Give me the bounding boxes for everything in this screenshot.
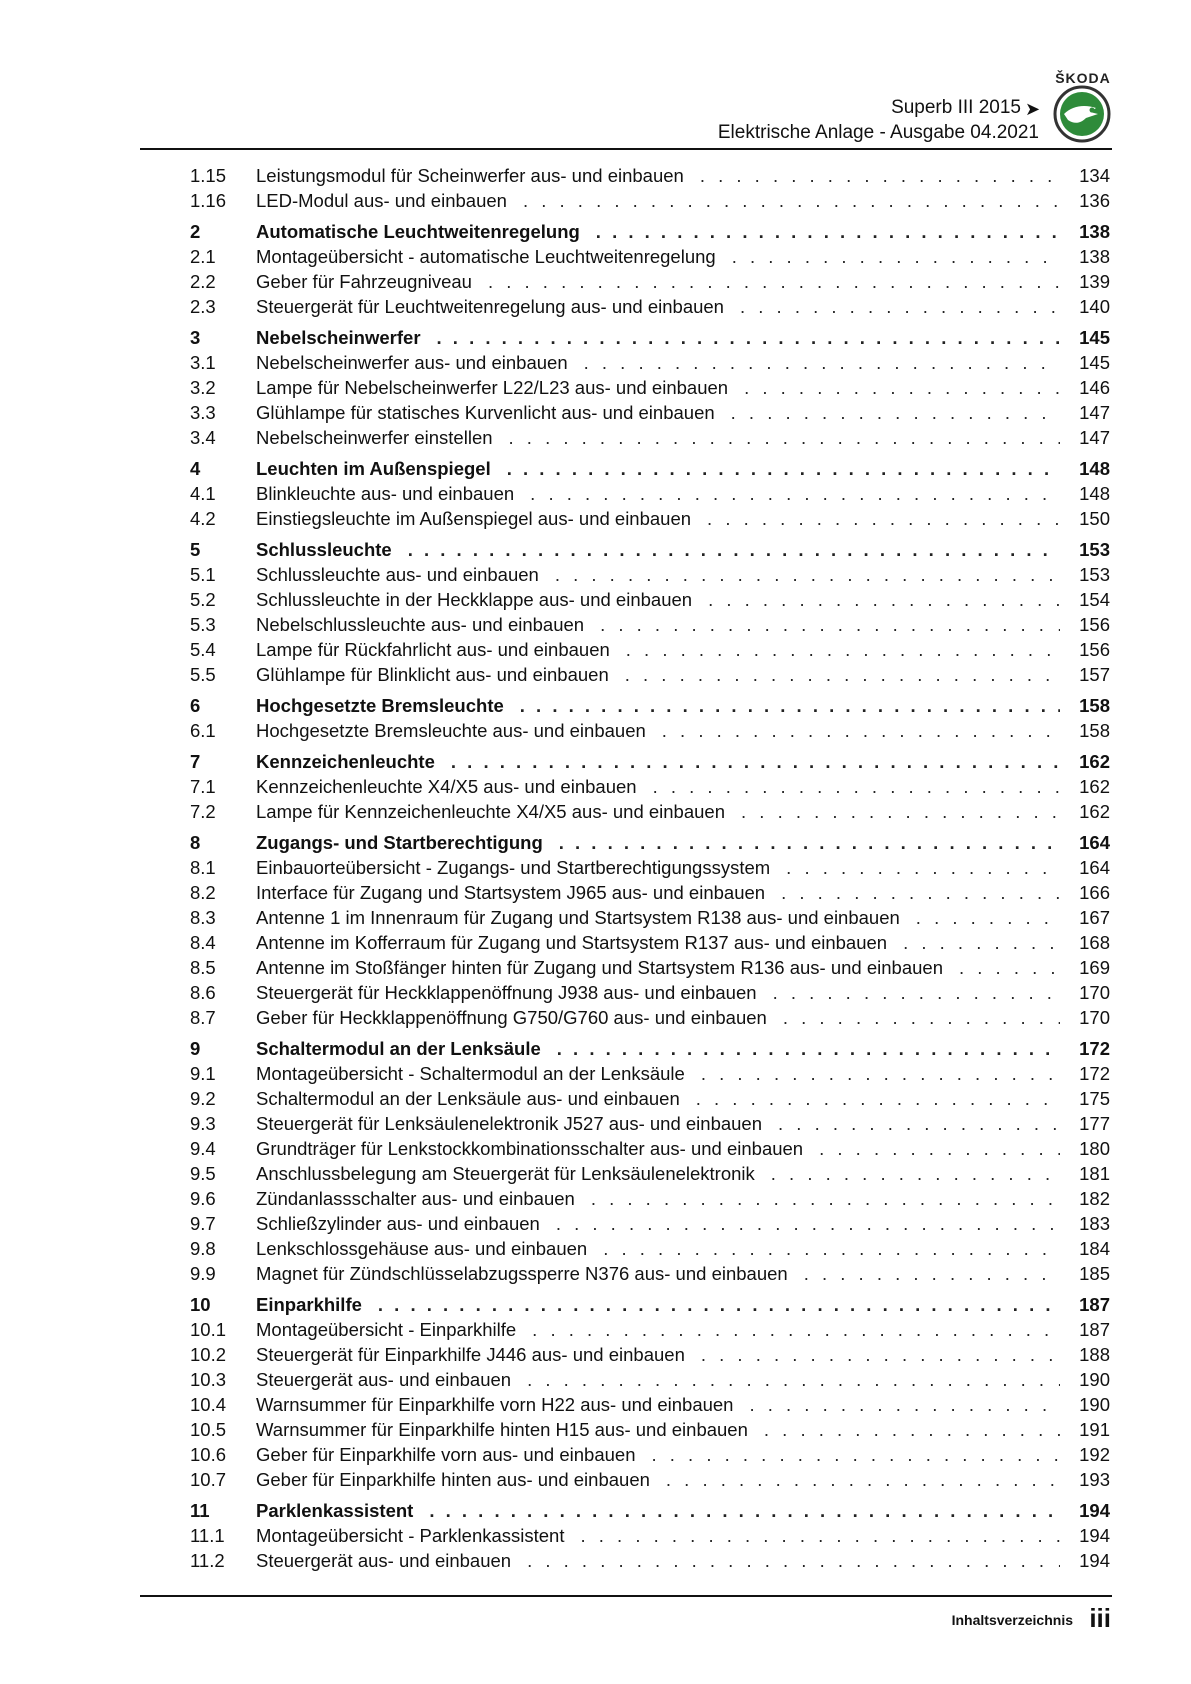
toc-entry-page: 170 bbox=[1079, 982, 1110, 1003]
toc-entry-title: Schließzylinder aus- und einbauen bbox=[256, 1213, 540, 1234]
dot-leader bbox=[731, 402, 1060, 424]
toc-entry-title: Magnet für Zündschlüsselabzugssperre N376 aus- und einbauen bbox=[256, 1263, 788, 1284]
toc-entry-page: 154 bbox=[1079, 589, 1110, 610]
toc-entry-page: 162 bbox=[1079, 801, 1110, 822]
toc-entry-page: 172 bbox=[1079, 1063, 1110, 1084]
toc-entry-title: Antenne 1 im Innenraum für Zugang und Startsystem R138 aus- und einbauen bbox=[256, 907, 900, 928]
toc-entry-title: Zündanlassschalter aus- und einbauen bbox=[256, 1188, 575, 1209]
toc-chapter-entry[interactable] bbox=[190, 1495, 1110, 1522]
toc-entry-title: Steuergerät aus- und einbauen bbox=[256, 1550, 512, 1571]
toc-entry-number: 9.1 bbox=[190, 1063, 216, 1084]
toc-entry[interactable] bbox=[190, 798, 1110, 823]
toc-entry-title: Interface für Zugang und Startsystem J965 aus- und einbauen bbox=[256, 882, 766, 903]
toc-entry-title: Grundträger für Lenkstockkombinationsschalter aus- und einbauen bbox=[256, 1138, 804, 1159]
toc-entry-title: Montageübersicht - Parklenkassistent bbox=[256, 1525, 565, 1546]
toc-entry-page: 157 bbox=[1079, 664, 1110, 685]
toc-entry-page: 158 bbox=[1079, 695, 1110, 716]
dot-leader bbox=[559, 832, 1060, 854]
toc-chapter-entry[interactable] bbox=[190, 1289, 1110, 1316]
toc-entry-number: 8.4 bbox=[190, 932, 216, 953]
toc-entry[interactable] bbox=[190, 1341, 1110, 1366]
toc-entry-number: 10.6 bbox=[190, 1444, 227, 1465]
dot-leader bbox=[378, 1294, 1060, 1316]
toc-entry-page: 183 bbox=[1079, 1213, 1110, 1234]
dot-leader bbox=[556, 1213, 1060, 1235]
toc-entry-number: 2 bbox=[190, 221, 201, 242]
toc-entry-title: Nebelscheinwerfer bbox=[256, 327, 421, 348]
toc-entry-number: 2.2 bbox=[190, 271, 216, 292]
toc-entry-page: 156 bbox=[1079, 614, 1110, 635]
toc-entry-title: Schaltermodul an der Lenksäule aus- und einbauen bbox=[256, 1088, 680, 1109]
toc-entry-page: 192 bbox=[1079, 1444, 1110, 1465]
toc-entry-page: 162 bbox=[1079, 751, 1110, 772]
dot-leader bbox=[652, 1444, 1061, 1466]
toc-entry-page: 156 bbox=[1079, 639, 1110, 660]
toc-entry-page: 194 bbox=[1079, 1525, 1110, 1546]
toc-entry[interactable] bbox=[190, 979, 1110, 1004]
dot-leader bbox=[603, 1238, 1060, 1260]
toc-entry-page: 148 bbox=[1079, 483, 1110, 504]
toc-entry[interactable] bbox=[190, 561, 1110, 586]
toc-entry-page: 164 bbox=[1079, 832, 1110, 853]
toc-entry-title: Geber für Heckklappenöffnung G750/G760 aus- und einbauen bbox=[256, 1007, 767, 1028]
toc-entry-title: Steuergerät für Leuchtweitenregelung aus- und einbauen bbox=[256, 296, 724, 317]
toc-entry-page: 172 bbox=[1079, 1038, 1110, 1059]
toc-entry[interactable] bbox=[190, 904, 1110, 929]
toc-entry-page: 158 bbox=[1079, 720, 1110, 741]
dot-leader bbox=[741, 801, 1060, 823]
toc-entry[interactable] bbox=[190, 929, 1110, 954]
toc-entry-title: Montageübersicht - automatische Leuchtweitenregelung bbox=[256, 246, 716, 267]
toc-entry[interactable] bbox=[190, 1185, 1110, 1210]
arrow-right-icon: ➤ bbox=[1025, 99, 1041, 119]
footer-section-label: Inhaltsverzeichnis bbox=[951, 1612, 1073, 1628]
toc-entry-number: 10.2 bbox=[190, 1344, 227, 1365]
toc-entry-number: 4.1 bbox=[190, 483, 216, 504]
dot-leader bbox=[520, 695, 1060, 717]
toc-entry-number: 4 bbox=[190, 458, 201, 479]
toc-chapter-entry[interactable] bbox=[190, 453, 1110, 480]
dot-leader bbox=[749, 1394, 1060, 1416]
toc-entry-page: 153 bbox=[1079, 564, 1110, 585]
toc-entry-number: 8.2 bbox=[190, 882, 216, 903]
toc-entry[interactable] bbox=[190, 1316, 1110, 1341]
dot-leader bbox=[584, 352, 1060, 374]
toc-entry[interactable] bbox=[190, 854, 1110, 879]
toc-entry-number: 4.2 bbox=[190, 508, 216, 529]
dot-leader bbox=[530, 483, 1060, 505]
dot-leader bbox=[916, 907, 1060, 929]
toc-entry-number: 9.8 bbox=[190, 1238, 216, 1259]
toc-entry-number: 3.4 bbox=[190, 427, 216, 448]
toc-entry[interactable] bbox=[190, 505, 1110, 530]
toc-entry-title: Antenne im Kofferraum für Zugang und Startsystem R137 aus- und einbauen bbox=[256, 932, 888, 953]
toc-entry-title: Warnsummer für Einparkhilfe hinten H15 aus- und einbauen bbox=[256, 1419, 748, 1440]
toc-chapter-entry[interactable] bbox=[190, 827, 1110, 854]
dot-leader bbox=[732, 246, 1060, 268]
toc-entry-title: Hochgesetzte Bremsleuchte aus- und einbauen bbox=[256, 720, 646, 741]
toc-entry-page: 153 bbox=[1079, 539, 1110, 560]
toc-entry-title: Montageübersicht - Schaltermodul an der Lenksäule bbox=[256, 1063, 685, 1084]
toc-entry[interactable] bbox=[190, 1260, 1110, 1285]
toc-entry-title: Lampe für Rückfahrlicht aus- und einbauen bbox=[256, 639, 610, 660]
toc-entry[interactable] bbox=[190, 1466, 1110, 1491]
toc-entry-title: Nebelscheinwerfer einstellen bbox=[256, 427, 493, 448]
dot-leader bbox=[662, 720, 1060, 742]
toc-entry-page: 147 bbox=[1079, 427, 1110, 448]
toc-entry[interactable] bbox=[190, 424, 1110, 449]
toc-entry-title: Lampe für Kennzeichenleuchte X4/X5 aus- und einbauen bbox=[256, 801, 726, 822]
toc-entry-page: 162 bbox=[1079, 776, 1110, 797]
toc-entry-title: Geber für Einparkhilfe vorn aus- und einbauen bbox=[256, 1444, 636, 1465]
toc-entry-title: Kennzeichenleuchte X4/X5 aus- und einbauen bbox=[256, 776, 637, 797]
toc-entry-page: 148 bbox=[1079, 458, 1110, 479]
toc-entry-number: 5.4 bbox=[190, 639, 216, 660]
toc-entry[interactable] bbox=[190, 480, 1110, 505]
dot-leader bbox=[626, 639, 1060, 661]
toc-entry-number: 8.6 bbox=[190, 982, 216, 1003]
toc-entry[interactable] bbox=[190, 773, 1110, 798]
toc-entry-title: Zugangs- und Startberechtigung bbox=[256, 832, 543, 853]
toc-chapter-entry[interactable] bbox=[190, 534, 1110, 561]
dot-leader bbox=[959, 957, 1060, 979]
toc-entry-number: 8.3 bbox=[190, 907, 216, 928]
toc-entry-number: 10.4 bbox=[190, 1394, 227, 1415]
toc-entry-number: 9.2 bbox=[190, 1088, 216, 1109]
toc-entry-page: 194 bbox=[1079, 1550, 1110, 1571]
toc-entry-number: 5.1 bbox=[190, 564, 216, 585]
dot-leader bbox=[596, 221, 1060, 243]
toc-entry-title: Blinkleuchte aus- und einbauen bbox=[256, 483, 515, 504]
toc-entry[interactable] bbox=[190, 879, 1110, 904]
toc-entry-number: 9.4 bbox=[190, 1138, 216, 1159]
toc-entry-title: Geber für Fahrzeugniveau bbox=[256, 271, 472, 292]
toc-entry-title: Lampe für Nebelscheinwerfer L22/L23 aus- und einbauen bbox=[256, 377, 729, 398]
toc-entry-page: 177 bbox=[1079, 1113, 1110, 1134]
dot-leader bbox=[701, 1063, 1060, 1085]
dot-leader bbox=[580, 1525, 1060, 1547]
toc-chapter-entry[interactable] bbox=[190, 746, 1110, 773]
toc-entry-number: 10.3 bbox=[190, 1369, 227, 1390]
toc-entry[interactable] bbox=[190, 374, 1110, 399]
toc-entry-title: Warnsummer für Einparkhilfe vorn H22 aus- und einbauen bbox=[256, 1394, 734, 1415]
toc-entry[interactable] bbox=[190, 1366, 1110, 1391]
toc-entry-number: 10.5 bbox=[190, 1419, 227, 1440]
toc-entry[interactable] bbox=[190, 1416, 1110, 1441]
toc-entry[interactable] bbox=[190, 293, 1110, 318]
footer-page-number: iii bbox=[1089, 1603, 1111, 1633]
toc-entry-number: 10.1 bbox=[190, 1319, 227, 1340]
toc-entry[interactable] bbox=[190, 1160, 1110, 1185]
dot-leader bbox=[707, 508, 1060, 530]
toc-entry-page: 145 bbox=[1079, 327, 1110, 348]
dot-leader bbox=[507, 458, 1060, 480]
toc-entry-title: Schlussleuchte aus- und einbauen bbox=[256, 564, 539, 585]
toc-entry-title: Steuergerät aus- und einbauen bbox=[256, 1369, 512, 1390]
toc-entry-title: Einbauorteübersicht - Zugangs- und Startberechtigungssystem bbox=[256, 857, 771, 878]
dot-leader bbox=[783, 1007, 1060, 1029]
toc-entry-title: Montageübersicht - Einparkhilfe bbox=[256, 1319, 517, 1340]
toc-entry-number: 9.3 bbox=[190, 1113, 216, 1134]
toc-entry-page: 182 bbox=[1079, 1188, 1110, 1209]
toc-entry-title: Schlussleuchte bbox=[256, 539, 392, 560]
toc-entry[interactable] bbox=[190, 586, 1110, 611]
toc-entry-page: 150 bbox=[1079, 508, 1110, 529]
toc-entry-page: 175 bbox=[1079, 1088, 1110, 1109]
toc-entry-title: Schlussleuchte in der Heckklappe aus- und einbauen bbox=[256, 589, 693, 610]
toc-entry-page: 147 bbox=[1079, 402, 1110, 423]
toc-entry-page: 181 bbox=[1079, 1163, 1110, 1184]
header-model: Superb III 2015 bbox=[891, 97, 1021, 118]
toc-entry-title: Schaltermodul an der Lenksäule bbox=[256, 1038, 541, 1059]
dot-leader bbox=[408, 539, 1060, 561]
dot-leader bbox=[764, 1419, 1060, 1441]
toc-entry-title: Kennzeichenleuchte bbox=[256, 751, 435, 772]
toc-entry[interactable] bbox=[190, 243, 1110, 268]
toc-entry-title: Steuergerät für Lenksäulenelektronik J527 aus- und einbauen bbox=[256, 1113, 763, 1134]
dot-leader bbox=[773, 982, 1060, 1004]
toc-entry-title: Leuchten im Außenspiegel bbox=[256, 458, 491, 479]
dot-leader bbox=[429, 1500, 1060, 1522]
toc-entry[interactable] bbox=[190, 661, 1110, 686]
header-edition: Elektrische Anlage - Ausgabe 04.2021 bbox=[717, 122, 1039, 143]
toc-entry-number: 11 bbox=[190, 1500, 210, 1521]
dot-leader bbox=[700, 165, 1060, 187]
toc-entry[interactable] bbox=[190, 1085, 1110, 1110]
toc-entry[interactable] bbox=[190, 349, 1110, 374]
toc-entry-page: 187 bbox=[1079, 1294, 1110, 1315]
toc-entry-number: 8 bbox=[190, 832, 201, 853]
toc-entry-title: LED-Modul aus- und einbauen bbox=[256, 190, 507, 211]
toc-entry[interactable] bbox=[190, 1210, 1110, 1235]
toc-entry-number: 9.9 bbox=[190, 1263, 216, 1284]
toc-entry-title: Einparkhilfe bbox=[256, 1294, 362, 1315]
toc-entry[interactable] bbox=[190, 399, 1110, 424]
toc-entry[interactable] bbox=[190, 187, 1110, 212]
toc-entry-number: 2.3 bbox=[190, 296, 216, 317]
toc-entry-number: 9.6 bbox=[190, 1188, 216, 1209]
toc-entry-title: Anschlussbelegung am Steuergerät für Lenksäulenelektronik bbox=[256, 1163, 755, 1184]
dot-leader bbox=[653, 776, 1060, 798]
toc-entry[interactable] bbox=[190, 1060, 1110, 1085]
toc-entry[interactable] bbox=[190, 1135, 1110, 1160]
dot-leader bbox=[786, 857, 1060, 879]
dot-leader bbox=[451, 751, 1060, 773]
toc-entry-number: 3.3 bbox=[190, 402, 216, 423]
dot-leader bbox=[804, 1263, 1060, 1285]
toc-entry-title: Antenne im Stoßfänger hinten für Zugang und Startsystem R136 aus- und einbauen bbox=[256, 957, 943, 978]
toc-entry-title: Steuergerät für Einparkhilfe J446 aus- und einbauen bbox=[256, 1344, 685, 1365]
toc-entry-page: 164 bbox=[1079, 857, 1110, 878]
toc-entry-title: Steuergerät für Heckklappenöffnung J938 aus- und einbauen bbox=[256, 982, 757, 1003]
footer-divider bbox=[140, 1595, 1112, 1597]
toc-entry-page: 187 bbox=[1079, 1319, 1110, 1340]
toc-entry-page: 134 bbox=[1079, 165, 1110, 186]
toc-entry-number: 9 bbox=[190, 1038, 201, 1059]
toc-entry-number: 9.5 bbox=[190, 1163, 216, 1184]
toc-entry[interactable] bbox=[190, 1391, 1110, 1416]
toc-entry[interactable] bbox=[190, 611, 1110, 636]
dot-leader bbox=[666, 1469, 1060, 1491]
dot-leader bbox=[708, 589, 1060, 611]
page-header bbox=[0, 0, 1191, 150]
toc-entry-title: Glühlampe für statisches Kurvenlicht aus- und einbauen bbox=[256, 402, 715, 423]
toc-entry-page: 138 bbox=[1079, 246, 1110, 267]
dot-leader bbox=[532, 1319, 1060, 1341]
dot-leader bbox=[557, 1038, 1060, 1060]
toc-entry-title: Geber für Einparkhilfe hinten aus- und einbauen bbox=[256, 1469, 650, 1490]
toc-entry[interactable] bbox=[190, 1547, 1110, 1572]
toc-entry-title: Lenkschlossgehäuse aus- und einbauen bbox=[256, 1238, 588, 1259]
toc-chapter-entry[interactable] bbox=[190, 690, 1110, 717]
dot-leader bbox=[527, 1369, 1060, 1391]
dot-leader bbox=[771, 1163, 1060, 1185]
toc-entry-number: 7 bbox=[190, 751, 201, 772]
toc-entry-page: 136 bbox=[1079, 190, 1110, 211]
toc-entry-number: 5 bbox=[190, 539, 201, 560]
dot-leader bbox=[778, 1113, 1060, 1135]
toc-entry-page: 168 bbox=[1079, 932, 1110, 953]
toc-entry-title: Parklenkassistent bbox=[256, 1500, 414, 1521]
toc-entry-page: 145 bbox=[1079, 352, 1110, 373]
toc-entry-number: 10 bbox=[190, 1294, 211, 1315]
toc-entry-page: 138 bbox=[1079, 221, 1110, 242]
toc-entry-number: 8.7 bbox=[190, 1007, 216, 1028]
toc-entry-number: 3 bbox=[190, 327, 201, 348]
toc-entry[interactable] bbox=[190, 162, 1110, 187]
toc-entry-number: 2.1 bbox=[190, 246, 216, 267]
toc-entry[interactable] bbox=[190, 1110, 1110, 1135]
toc-entry-title: Glühlampe für Blinklicht aus- und einbauen bbox=[256, 664, 609, 685]
toc-entry-number: 5.3 bbox=[190, 614, 216, 635]
toc-entry-page: 193 bbox=[1079, 1469, 1110, 1490]
brand-wordmark: ŠKODA bbox=[1055, 70, 1111, 86]
toc-entry-number: 11.1 bbox=[190, 1525, 225, 1546]
toc-entry-page: 184 bbox=[1079, 1238, 1110, 1259]
toc-entry-title: Nebelschlussleuchte aus- und einbauen bbox=[256, 614, 585, 635]
dot-leader bbox=[903, 932, 1060, 954]
toc-entry-page: 146 bbox=[1079, 377, 1110, 398]
dot-leader bbox=[488, 271, 1060, 293]
toc-entry-number: 9.7 bbox=[190, 1213, 216, 1234]
toc-entry-page: 191 bbox=[1079, 1419, 1110, 1440]
toc-chapter-entry[interactable] bbox=[190, 322, 1110, 349]
toc-entry-page: 188 bbox=[1079, 1344, 1110, 1365]
toc-chapter-entry[interactable] bbox=[190, 216, 1110, 243]
toc-entry-number: 8.5 bbox=[190, 957, 216, 978]
toc-entry-page: 170 bbox=[1079, 1007, 1110, 1028]
table-of-contents bbox=[190, 162, 1110, 1572]
toc-entry-number: 1.16 bbox=[190, 190, 227, 211]
toc-entry[interactable] bbox=[190, 1235, 1110, 1260]
toc-entry[interactable] bbox=[190, 268, 1110, 293]
toc-entry-number: 8.1 bbox=[190, 857, 216, 878]
toc-chapter-entry[interactable] bbox=[190, 1033, 1110, 1060]
toc-entry-page: 190 bbox=[1079, 1394, 1110, 1415]
dot-leader bbox=[437, 327, 1060, 349]
dot-leader bbox=[600, 614, 1060, 636]
toc-entry[interactable] bbox=[190, 1441, 1110, 1466]
dot-leader bbox=[555, 564, 1060, 586]
toc-entry-number: 1.15 bbox=[190, 165, 227, 186]
toc-entry-page: 180 bbox=[1079, 1138, 1110, 1159]
toc-entry[interactable] bbox=[190, 717, 1110, 742]
toc-entry-number: 7.1 bbox=[190, 776, 216, 797]
toc-entry-title: Nebelscheinwerfer aus- und einbauen bbox=[256, 352, 568, 373]
toc-entry[interactable] bbox=[190, 636, 1110, 661]
dot-leader bbox=[509, 427, 1060, 449]
dot-leader bbox=[781, 882, 1060, 904]
toc-entry-page: 140 bbox=[1079, 296, 1110, 317]
toc-entry-number: 6.1 bbox=[190, 720, 216, 741]
toc-entry-page: 194 bbox=[1079, 1500, 1110, 1521]
toc-entry[interactable] bbox=[190, 1004, 1110, 1029]
toc-entry-title: Hochgesetzte Bremsleuchte bbox=[256, 695, 504, 716]
toc-entry-page: 166 bbox=[1079, 882, 1110, 903]
skoda-logo-icon bbox=[1052, 84, 1112, 144]
toc-entry-page: 185 bbox=[1079, 1263, 1110, 1284]
dot-leader bbox=[527, 1550, 1060, 1572]
toc-entry-title: Automatische Leuchtweitenregelung bbox=[256, 221, 580, 242]
toc-entry-page: 190 bbox=[1079, 1369, 1110, 1390]
dot-leader bbox=[523, 190, 1060, 212]
toc-entry-number: 10.7 bbox=[190, 1469, 227, 1490]
toc-entry-number: 11.2 bbox=[190, 1550, 225, 1571]
dot-leader bbox=[819, 1138, 1060, 1160]
toc-entry-number: 5.2 bbox=[190, 589, 216, 610]
dot-leader bbox=[740, 296, 1060, 318]
toc-entry-number: 3.1 bbox=[190, 352, 216, 373]
toc-entry-number: 5.5 bbox=[190, 664, 216, 685]
toc-entry-page: 169 bbox=[1079, 957, 1110, 978]
toc-entry-page: 167 bbox=[1079, 907, 1110, 928]
toc-entry-number: 7.2 bbox=[190, 801, 216, 822]
toc-entry[interactable] bbox=[190, 954, 1110, 979]
dot-leader bbox=[701, 1344, 1060, 1366]
toc-entry[interactable] bbox=[190, 1522, 1110, 1547]
toc-entry-number: 6 bbox=[190, 695, 201, 716]
toc-entry-page: 139 bbox=[1079, 271, 1110, 292]
toc-entry-title: Einstiegsleuchte im Außenspiegel aus- und einbauen bbox=[256, 508, 692, 529]
dot-leader bbox=[696, 1088, 1060, 1110]
dot-leader bbox=[591, 1188, 1060, 1210]
toc-entry-number: 3.2 bbox=[190, 377, 216, 398]
dot-leader bbox=[744, 377, 1060, 399]
toc-entry-title: Leistungsmodul für Scheinwerfer aus- und einbauen bbox=[256, 165, 684, 186]
header-divider bbox=[140, 148, 1112, 150]
dot-leader bbox=[625, 664, 1060, 686]
